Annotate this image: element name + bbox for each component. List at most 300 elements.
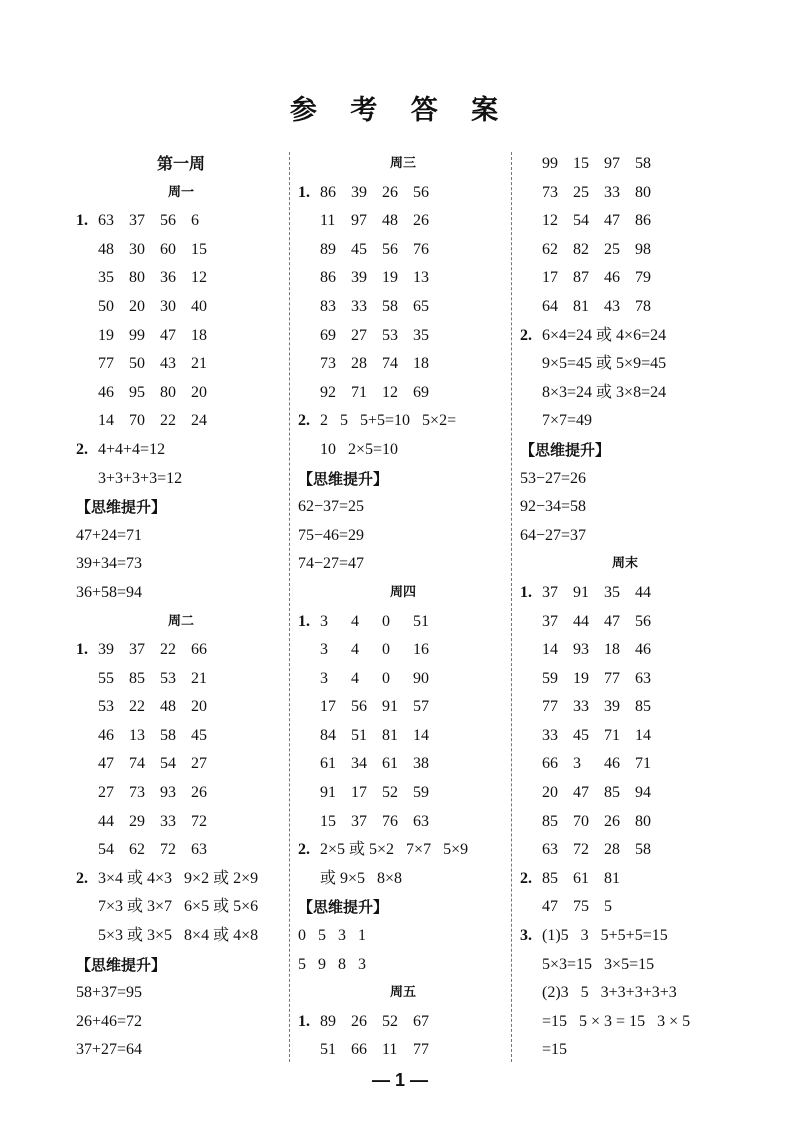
answer-value: 18 bbox=[413, 355, 429, 373]
answer-value: 85 bbox=[129, 669, 145, 687]
answer-value: 70 bbox=[129, 412, 145, 430]
answer-value: 66 bbox=[351, 1041, 367, 1059]
answer-value: 28 bbox=[604, 841, 620, 859]
answer-value: 6 bbox=[191, 212, 199, 230]
answer-value: 85 bbox=[542, 869, 558, 887]
answer-row bbox=[520, 665, 730, 694]
answer-row bbox=[76, 636, 286, 665]
answer-value: 19 bbox=[382, 269, 398, 287]
question-number: 1. bbox=[298, 1012, 310, 1030]
answer-value: 39 bbox=[351, 183, 367, 201]
answer-value: 74 bbox=[129, 755, 145, 773]
answer-line bbox=[76, 436, 286, 465]
answer-value: 91 bbox=[573, 583, 589, 601]
answer-line bbox=[520, 407, 730, 436]
answer-value: 66 bbox=[542, 755, 558, 773]
answer-value: 76 bbox=[382, 812, 398, 830]
answer-value: 81 bbox=[573, 297, 589, 315]
answer-value: 20 bbox=[191, 383, 207, 401]
answer-line bbox=[520, 951, 730, 980]
answer-text: 62−37=25 bbox=[298, 498, 365, 516]
answer-value: 89 bbox=[320, 1012, 336, 1030]
answer-value: 50 bbox=[129, 355, 145, 373]
answer-value: 13 bbox=[129, 726, 145, 744]
answer-row bbox=[298, 750, 508, 779]
question-number: 2. bbox=[298, 841, 310, 859]
answer-value: 57 bbox=[413, 698, 429, 716]
answer-value: 80 bbox=[129, 269, 145, 287]
answer-value: 52 bbox=[382, 784, 398, 802]
answer-value: 58 bbox=[160, 726, 176, 744]
question-number: 1. bbox=[76, 641, 88, 659]
answer-value: 93 bbox=[160, 784, 176, 802]
answer-line bbox=[520, 522, 730, 551]
answer-value: 44 bbox=[573, 612, 589, 630]
answer-line bbox=[76, 522, 286, 551]
answer-value: 46 bbox=[98, 726, 114, 744]
day-heading: 周三 bbox=[389, 156, 416, 171]
answer-value: 30 bbox=[160, 297, 176, 315]
answer-value: 80 bbox=[635, 812, 651, 830]
answer-value: 11 bbox=[382, 1041, 398, 1059]
answer-value: 16 bbox=[413, 641, 429, 659]
day-heading: 周二 bbox=[167, 613, 194, 629]
answer-value: 21 bbox=[191, 355, 207, 373]
answer-value: 4 bbox=[351, 669, 359, 687]
answer-line bbox=[76, 1036, 286, 1065]
answer-line bbox=[520, 979, 730, 1008]
answer-value: 72 bbox=[160, 841, 176, 859]
answer-row bbox=[520, 693, 730, 722]
answer-value: 0 bbox=[382, 669, 390, 687]
answer-value: 34 bbox=[351, 755, 367, 773]
answer-value: 63 bbox=[542, 841, 558, 859]
answer-value: 86 bbox=[320, 183, 336, 201]
answer-row bbox=[76, 722, 286, 751]
answer-value: 61 bbox=[573, 869, 589, 887]
answer-value: 70 bbox=[573, 812, 589, 830]
question-number: 1. bbox=[298, 612, 310, 630]
question-number: 2. bbox=[520, 326, 532, 344]
answer-text: 5×3=15 3×5=15 bbox=[542, 955, 655, 973]
day-heading: 周五 bbox=[389, 985, 416, 1001]
answer-row bbox=[298, 779, 508, 808]
answer-value: 60 bbox=[160, 240, 176, 258]
answer-value: 72 bbox=[191, 812, 207, 830]
question-number: 2. bbox=[76, 440, 88, 458]
answer-value: 14 bbox=[98, 412, 114, 430]
answer-value: 47 bbox=[98, 755, 114, 773]
answer-value: 97 bbox=[604, 155, 620, 172]
answer-line bbox=[76, 893, 286, 922]
answer-value: 81 bbox=[604, 869, 620, 887]
answer-row bbox=[76, 407, 286, 436]
answer-value: 46 bbox=[635, 641, 651, 659]
answer-value: 62 bbox=[129, 841, 145, 859]
answer-column-2 bbox=[298, 150, 508, 1065]
answer-row bbox=[520, 836, 730, 865]
answer-value: 4 bbox=[351, 641, 359, 659]
answer-value: 85 bbox=[635, 698, 651, 716]
page-number: — 1 — bbox=[371, 1070, 428, 1090]
answer-line bbox=[520, 350, 730, 379]
answer-value: 35 bbox=[604, 583, 620, 601]
answer-value: 22 bbox=[160, 412, 176, 430]
answer-value: 56 bbox=[160, 212, 176, 230]
answer-text: 9×5=45 或 5×9=45 bbox=[542, 355, 667, 373]
answer-row bbox=[298, 322, 508, 351]
answer-row bbox=[76, 264, 286, 293]
answer-value: 80 bbox=[160, 383, 176, 401]
answer-row bbox=[298, 379, 508, 408]
answer-value: 46 bbox=[604, 755, 620, 773]
answer-value: 45 bbox=[351, 240, 367, 258]
answer-line bbox=[298, 522, 508, 551]
answer-text: 3×4 或 4×3 9×2 或 2×9 bbox=[98, 869, 259, 887]
answer-value: 3 bbox=[320, 669, 328, 687]
answer-value: 37 bbox=[129, 641, 145, 659]
answer-value: 26 bbox=[191, 784, 207, 802]
answer-text: 0 5 3 1 bbox=[298, 927, 366, 945]
answer-value: 71 bbox=[604, 726, 620, 744]
answer-line bbox=[76, 465, 286, 494]
answer-text: 5×3 或 3×5 8×4 或 4×8 bbox=[98, 927, 259, 945]
answer-value: 19 bbox=[573, 669, 589, 687]
answer-value: 12 bbox=[382, 383, 398, 401]
answer-value: 20 bbox=[191, 698, 207, 716]
answer-value: 61 bbox=[382, 755, 398, 773]
thinking-section-heading: 【思维提升】 bbox=[298, 898, 389, 917]
answer-value: 30 bbox=[129, 240, 145, 258]
answer-value: 85 bbox=[604, 784, 620, 802]
answer-column-3 bbox=[520, 150, 730, 1065]
answer-value: 95 bbox=[129, 383, 145, 401]
answer-value: 63 bbox=[98, 212, 114, 230]
answer-text: 47+24=71 bbox=[76, 526, 143, 544]
thinking-section-heading: 【思维提升】 bbox=[76, 498, 167, 517]
answer-value: 0 bbox=[382, 612, 390, 630]
answer-row bbox=[520, 293, 730, 322]
answer-value: 39 bbox=[604, 698, 620, 716]
answer-row bbox=[298, 1008, 508, 1037]
answer-value: 69 bbox=[320, 326, 336, 344]
answer-value: 53 bbox=[382, 326, 398, 344]
answer-text: 74−27=47 bbox=[298, 555, 365, 573]
answer-value: 74 bbox=[382, 355, 398, 373]
answer-value: 73 bbox=[542, 183, 558, 201]
answer-value: 35 bbox=[413, 326, 429, 344]
answer-value: 33 bbox=[542, 726, 558, 744]
answer-value: 13 bbox=[413, 269, 429, 287]
answer-value: 45 bbox=[191, 726, 207, 744]
answer-text: 2 5 5+5=10 5×2= bbox=[320, 412, 457, 430]
day-heading: 周末 bbox=[611, 556, 638, 572]
answer-text: 5 9 8 3 bbox=[298, 955, 366, 973]
answer-value: 63 bbox=[191, 841, 207, 859]
answer-line bbox=[298, 836, 508, 865]
answer-value: 26 bbox=[604, 812, 620, 830]
answer-row bbox=[520, 865, 730, 894]
answer-value: 58 bbox=[635, 155, 651, 172]
answer-value: 15 bbox=[320, 812, 336, 830]
answer-row bbox=[298, 293, 508, 322]
answer-text: 39+34=73 bbox=[76, 555, 143, 573]
answer-value: 86 bbox=[320, 269, 336, 287]
answer-row bbox=[76, 379, 286, 408]
answer-text: 7×3 或 3×7 6×5 或 5×6 bbox=[98, 898, 259, 916]
answer-row bbox=[76, 665, 286, 694]
answer-value: 43 bbox=[160, 355, 176, 373]
answer-value: 89 bbox=[320, 240, 336, 258]
thinking-section-heading: 【思维提升】 bbox=[298, 469, 389, 488]
answer-value: 99 bbox=[129, 326, 145, 344]
answer-line bbox=[76, 979, 286, 1008]
answer-row bbox=[298, 1036, 508, 1065]
answer-value: 47 bbox=[604, 612, 620, 630]
answer-value: 46 bbox=[604, 269, 620, 287]
answer-value: 92 bbox=[320, 383, 336, 401]
answer-line bbox=[76, 1008, 286, 1037]
answer-value: 25 bbox=[573, 183, 589, 201]
answer-value: 33 bbox=[573, 698, 589, 716]
answer-value: 19 bbox=[98, 326, 114, 344]
answer-line bbox=[298, 550, 508, 579]
answer-value: 3 bbox=[320, 641, 328, 659]
column-divider bbox=[289, 152, 290, 1062]
answer-value: 79 bbox=[635, 269, 651, 287]
answer-value: 67 bbox=[413, 1012, 429, 1030]
answer-row bbox=[298, 179, 508, 208]
answer-row bbox=[298, 722, 508, 751]
answer-text: 53−27=26 bbox=[520, 469, 587, 487]
answer-value: 44 bbox=[635, 583, 651, 601]
answer-line bbox=[298, 922, 508, 951]
answer-row bbox=[298, 350, 508, 379]
answer-value: 48 bbox=[98, 240, 114, 258]
answer-value: 33 bbox=[351, 297, 367, 315]
question-number: 2. bbox=[298, 412, 310, 430]
answer-value: 51 bbox=[320, 1041, 336, 1059]
thinking-section-heading: 【思维提升】 bbox=[520, 440, 611, 459]
answer-value: 78 bbox=[635, 297, 651, 315]
answer-value: 46 bbox=[98, 383, 114, 401]
answer-value: 3 bbox=[573, 755, 581, 773]
answer-text: 或 9×5 8×8 bbox=[320, 869, 403, 887]
answer-value: 56 bbox=[635, 612, 651, 630]
answer-value: 33 bbox=[604, 183, 620, 201]
answer-row bbox=[520, 636, 730, 665]
answer-value: 29 bbox=[129, 812, 145, 830]
answer-line bbox=[520, 379, 730, 408]
answer-value: 37 bbox=[542, 583, 558, 601]
answer-value: 17 bbox=[351, 784, 367, 802]
answer-row bbox=[76, 693, 286, 722]
answer-row bbox=[298, 264, 508, 293]
answer-text: =15 5 × 3 = 15 3 × 5 bbox=[542, 1012, 691, 1030]
answer-row bbox=[520, 207, 730, 236]
answer-text: 58+37=95 bbox=[76, 984, 143, 1002]
answer-line bbox=[298, 865, 508, 894]
answer-value: 17 bbox=[320, 698, 336, 716]
answer-column-1 bbox=[76, 150, 286, 1065]
answer-value: 72 bbox=[573, 841, 589, 859]
answer-line bbox=[520, 322, 730, 351]
answer-line bbox=[520, 493, 730, 522]
day-heading: 周四 bbox=[389, 584, 416, 600]
week-heading: 第一周 bbox=[156, 154, 205, 173]
answer-text: 4+4+4=12 bbox=[98, 440, 166, 458]
answer-value: 63 bbox=[635, 669, 651, 687]
answer-row bbox=[298, 608, 508, 637]
answer-text: (1)5 3 5+5+5=15 bbox=[542, 927, 668, 945]
page-title: 参 考 答 案 bbox=[289, 95, 511, 126]
answer-value: 53 bbox=[160, 669, 176, 687]
answer-line bbox=[298, 407, 508, 436]
answer-value: 54 bbox=[573, 212, 589, 230]
answer-text: 92−34=58 bbox=[520, 498, 587, 516]
answer-value: 71 bbox=[351, 383, 367, 401]
answer-value: 21 bbox=[191, 669, 207, 687]
answer-text: 64−27=37 bbox=[520, 526, 587, 544]
answer-value: 35 bbox=[98, 269, 114, 287]
answer-row bbox=[76, 750, 286, 779]
answer-value: 43 bbox=[604, 297, 620, 315]
answer-value: 56 bbox=[351, 698, 367, 716]
answer-text: =15 bbox=[542, 1041, 568, 1059]
answer-value: 76 bbox=[413, 240, 429, 258]
answer-value: 14 bbox=[542, 641, 558, 659]
answer-value: 50 bbox=[98, 297, 114, 315]
answer-row bbox=[520, 722, 730, 751]
answer-value: 18 bbox=[191, 326, 207, 344]
answer-value: 93 bbox=[573, 641, 589, 659]
answer-value: 5 bbox=[604, 898, 612, 916]
answer-value: 98 bbox=[635, 240, 651, 258]
answer-row bbox=[520, 808, 730, 837]
answer-value: 73 bbox=[129, 784, 145, 802]
answer-row bbox=[520, 750, 730, 779]
answer-value: 40 bbox=[191, 297, 207, 315]
answer-value: 12 bbox=[191, 269, 207, 287]
answer-value: 54 bbox=[160, 755, 176, 773]
answer-value: 48 bbox=[160, 698, 176, 716]
answer-text: 7×7=49 bbox=[542, 412, 593, 430]
answer-value: 3 bbox=[320, 612, 328, 630]
answer-value: 39 bbox=[351, 269, 367, 287]
answer-value: 61 bbox=[320, 755, 336, 773]
answer-value: 64 bbox=[542, 297, 558, 315]
answer-value: 47 bbox=[542, 898, 558, 916]
answer-value: 83 bbox=[320, 297, 336, 315]
answer-row bbox=[298, 236, 508, 265]
answer-value: 37 bbox=[542, 612, 558, 630]
answer-value: 91 bbox=[320, 784, 336, 802]
column-divider bbox=[511, 152, 512, 1062]
answer-value: 18 bbox=[604, 641, 620, 659]
answer-value: 65 bbox=[413, 297, 429, 315]
answer-text: 2×5 或 5×2 7×7 5×9 bbox=[320, 841, 469, 859]
answer-value: 37 bbox=[351, 812, 367, 830]
answer-row bbox=[520, 179, 730, 208]
answer-value: 63 bbox=[413, 812, 429, 830]
answer-value: 17 bbox=[542, 269, 558, 287]
answer-value: 77 bbox=[542, 698, 558, 716]
answer-text: 3+3+3+3=12 bbox=[98, 469, 183, 487]
answer-value: 12 bbox=[542, 212, 558, 230]
question-number: 1. bbox=[298, 183, 310, 201]
question-number: 2. bbox=[76, 869, 88, 887]
answer-value: 73 bbox=[320, 355, 336, 373]
answer-value: 56 bbox=[413, 183, 429, 201]
answer-value: 55 bbox=[98, 669, 114, 687]
answer-line bbox=[520, 465, 730, 494]
answer-line bbox=[298, 493, 508, 522]
answer-value: 27 bbox=[351, 326, 367, 344]
answer-value: 52 bbox=[382, 1012, 398, 1030]
answer-row bbox=[76, 207, 286, 236]
answer-value: 45 bbox=[573, 726, 589, 744]
answer-row bbox=[76, 236, 286, 265]
answer-row bbox=[298, 693, 508, 722]
answer-row bbox=[298, 808, 508, 837]
answer-text: 37+27=64 bbox=[76, 1041, 143, 1059]
answer-value: 82 bbox=[573, 240, 589, 258]
answer-value: 99 bbox=[542, 155, 558, 172]
answer-value: 51 bbox=[413, 612, 429, 630]
answer-row bbox=[76, 293, 286, 322]
answer-value: 47 bbox=[604, 212, 620, 230]
question-number: 1. bbox=[76, 212, 88, 230]
answer-value: 90 bbox=[413, 669, 429, 687]
answer-value: 26 bbox=[413, 212, 429, 230]
answer-value: 0 bbox=[382, 641, 390, 659]
answer-value: 97 bbox=[351, 212, 367, 230]
answer-text: 36+58=94 bbox=[76, 583, 143, 601]
answer-text: 26+46=72 bbox=[76, 1012, 143, 1030]
answer-line bbox=[76, 550, 286, 579]
answer-value: 26 bbox=[382, 183, 398, 201]
answer-value: 15 bbox=[573, 155, 589, 172]
answer-value: 22 bbox=[160, 641, 176, 659]
answer-value: 36 bbox=[160, 269, 176, 287]
answer-value: 26 bbox=[351, 1012, 367, 1030]
answer-row bbox=[520, 264, 730, 293]
answer-row bbox=[76, 350, 286, 379]
answer-value: 4 bbox=[351, 612, 359, 630]
day-heading: 周一 bbox=[167, 184, 194, 200]
answer-row bbox=[76, 779, 286, 808]
answer-text: 75−46=29 bbox=[298, 526, 365, 544]
answer-row bbox=[520, 150, 730, 179]
answer-value: 84 bbox=[320, 726, 336, 744]
answer-row bbox=[520, 893, 730, 922]
answer-text: 8×3=24 或 3×8=24 bbox=[542, 383, 667, 401]
answer-value: 80 bbox=[635, 183, 651, 201]
answer-value: 59 bbox=[542, 669, 558, 687]
answer-value: 11 bbox=[320, 212, 336, 230]
question-number: 1. bbox=[520, 583, 532, 601]
answer-row bbox=[298, 207, 508, 236]
answer-value: 22 bbox=[129, 698, 145, 716]
answer-value: 48 bbox=[382, 212, 398, 230]
answer-value: 71 bbox=[635, 755, 651, 773]
answer-value: 77 bbox=[413, 1041, 429, 1059]
answer-value: 59 bbox=[413, 784, 429, 802]
answer-row bbox=[298, 636, 508, 665]
answer-value: 38 bbox=[413, 755, 429, 773]
answer-value: 69 bbox=[413, 383, 429, 401]
answer-value: 37 bbox=[129, 212, 145, 230]
